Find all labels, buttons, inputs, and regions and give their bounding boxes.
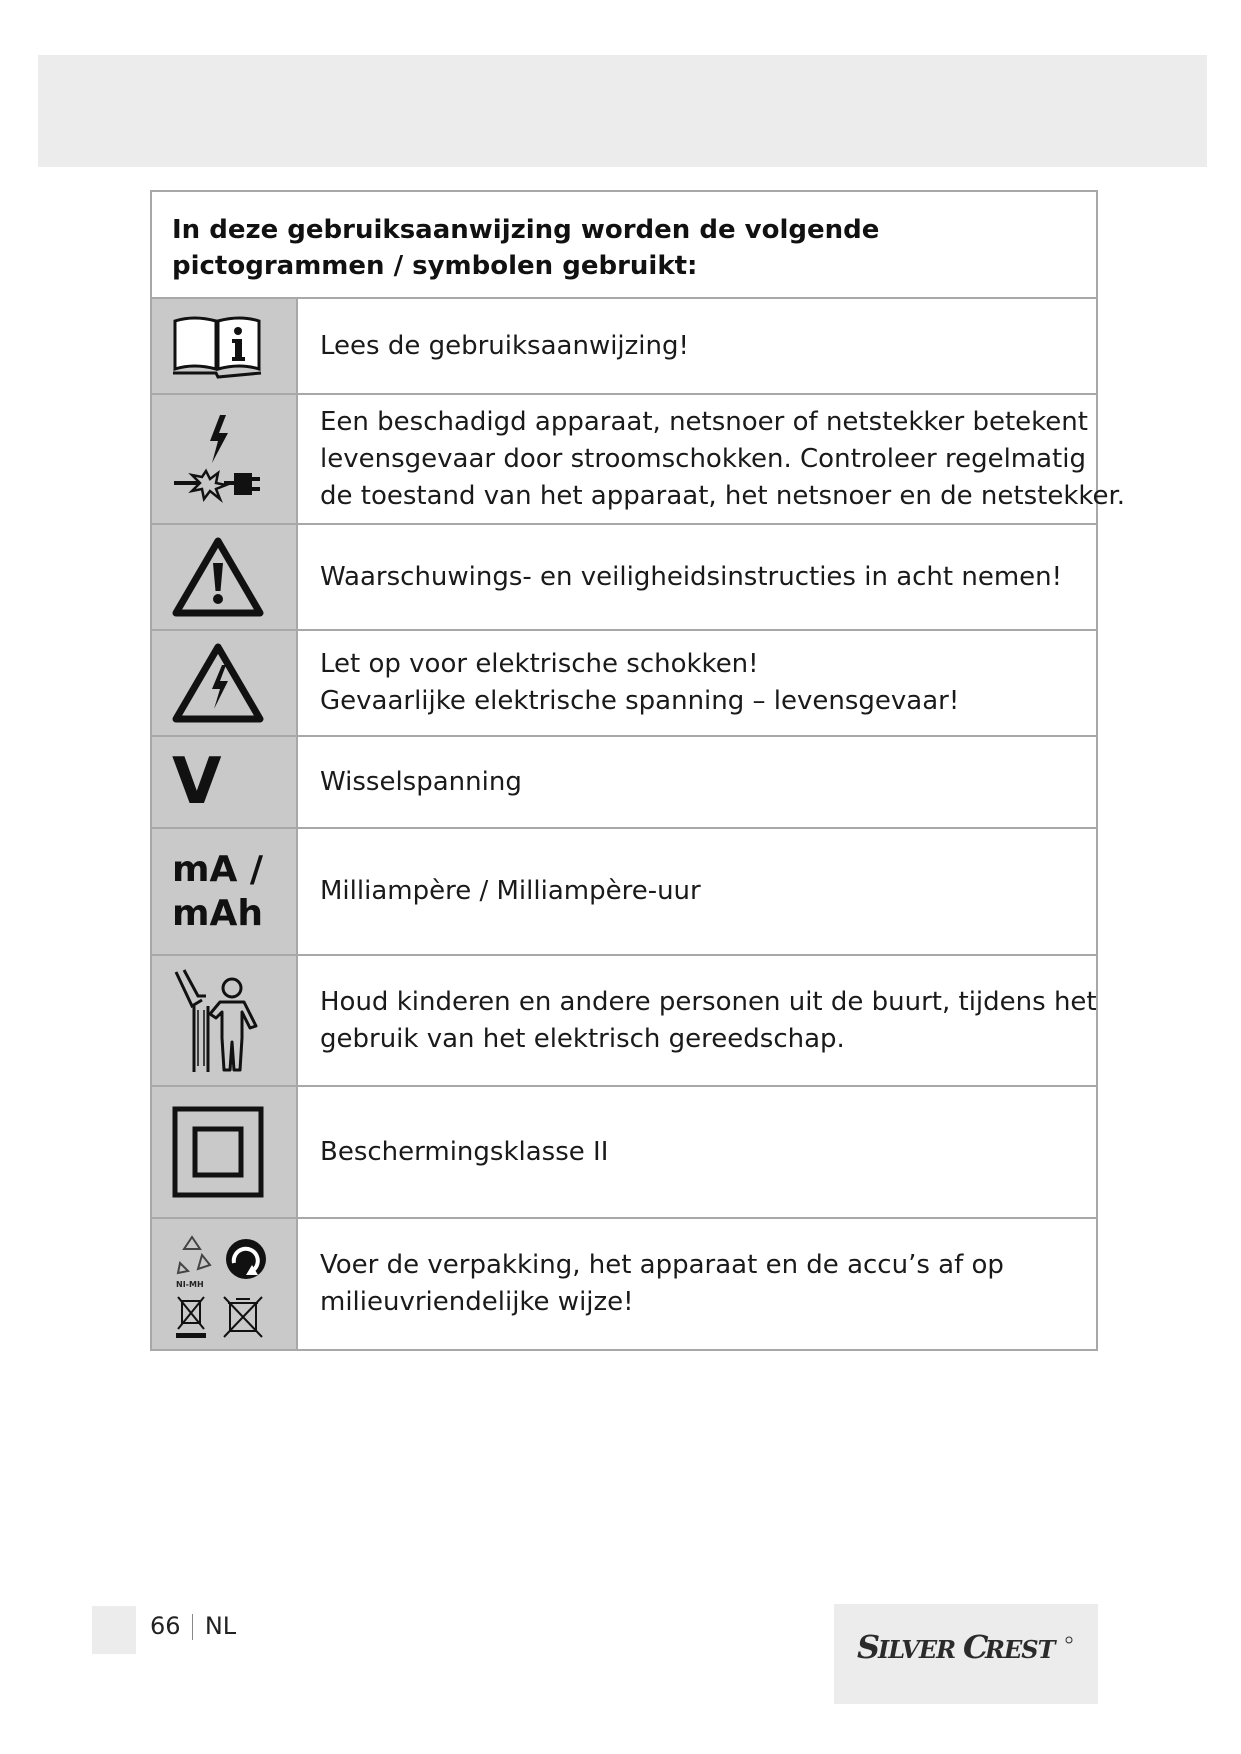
- brand-logo: [834, 1604, 1098, 1704]
- damaged-plug-icon: [172, 411, 264, 507]
- table-row: [152, 299, 1096, 395]
- table-row: [152, 1219, 1096, 1349]
- table-row: [152, 525, 1096, 631]
- table-row: [152, 395, 1126, 525]
- table-row: [152, 956, 1096, 1087]
- row-text-line: Lees de gebruiksaanwijzing!: [320, 330, 689, 361]
- row-text-line: Voer de verpakking, het apparaat en de accu’s af op: [320, 1250, 1004, 1280]
- milliampere-icon: [152, 829, 298, 954]
- page-footer: [150, 1612, 236, 1640]
- svg-text:NI-MH: NI-MH: [176, 1280, 204, 1289]
- table-row: [152, 631, 1096, 737]
- header-title-line2: pictogrammen / symbolen gebruikt:: [172, 251, 698, 281]
- protection-class-ii-icon: [172, 1106, 264, 1198]
- unit-line: mA /: [172, 848, 264, 890]
- table-row: [152, 829, 1096, 956]
- page-number: 66: [150, 1612, 181, 1640]
- svg-text:S: S: [857, 1628, 880, 1666]
- row-text-line: Beschermingsklasse II: [320, 1136, 609, 1167]
- row-text-line: milieuvriendelijke wijze!: [320, 1287, 634, 1317]
- row-text-line: Houd kinderen en andere personen uit de buurt, tijdens het: [320, 986, 1097, 1017]
- header-title-line1: In deze gebruiksaanwijzing worden de volgende: [172, 215, 880, 245]
- recycling-disposal-icon: [172, 1229, 272, 1339]
- footer-separator: [192, 1614, 193, 1640]
- electric-shock-triangle-icon: [172, 643, 264, 723]
- table-header: [152, 192, 1096, 299]
- row-text-line: Gevaarlijke elektrische spanning – levensgevaar!: [320, 686, 960, 716]
- language-code: NL: [204, 1612, 237, 1640]
- row-text-line: Let op voor elektrische schokken!: [320, 649, 759, 679]
- voltage-v-icon: V: [172, 745, 222, 819]
- row-text-line: Waarschuwings- en veiligheidsinstructies in acht nemen!: [320, 561, 1063, 592]
- row-text-line: Wisselspanning: [320, 766, 522, 797]
- symbols-table: [150, 190, 1126, 1351]
- row-text-line: Milliampère / Milliampère-uur: [320, 876, 701, 906]
- row-text-line: levensgevaar door stroomschokken. Controleer regelmatig: [320, 443, 1086, 474]
- footer-marker: [92, 1606, 136, 1654]
- row-text-line: gebruik van het elektrisch gereedschap.: [320, 1023, 845, 1054]
- table-row: [152, 1087, 1096, 1219]
- warning-triangle-icon: [172, 537, 264, 617]
- top-band: [38, 55, 1207, 167]
- keep-children-away-icon: [172, 966, 264, 1076]
- silvercrest-logo: [851, 1624, 1081, 1668]
- svg-text:REST: REST: [985, 1635, 1055, 1664]
- unit-line: mAh: [172, 892, 264, 934]
- book-info-icon: [172, 311, 262, 381]
- row-text-line: de toestand van het apparaat, het netsnoer en de netstekker.: [320, 480, 1126, 511]
- svg-text:ILVER: ILVER: [878, 1635, 956, 1664]
- table-row: [152, 737, 1096, 829]
- svg-text:C: C: [963, 1628, 988, 1666]
- row-text-line: Een beschadigd apparaat, netsnoer of netstekker betekent: [320, 406, 1088, 437]
